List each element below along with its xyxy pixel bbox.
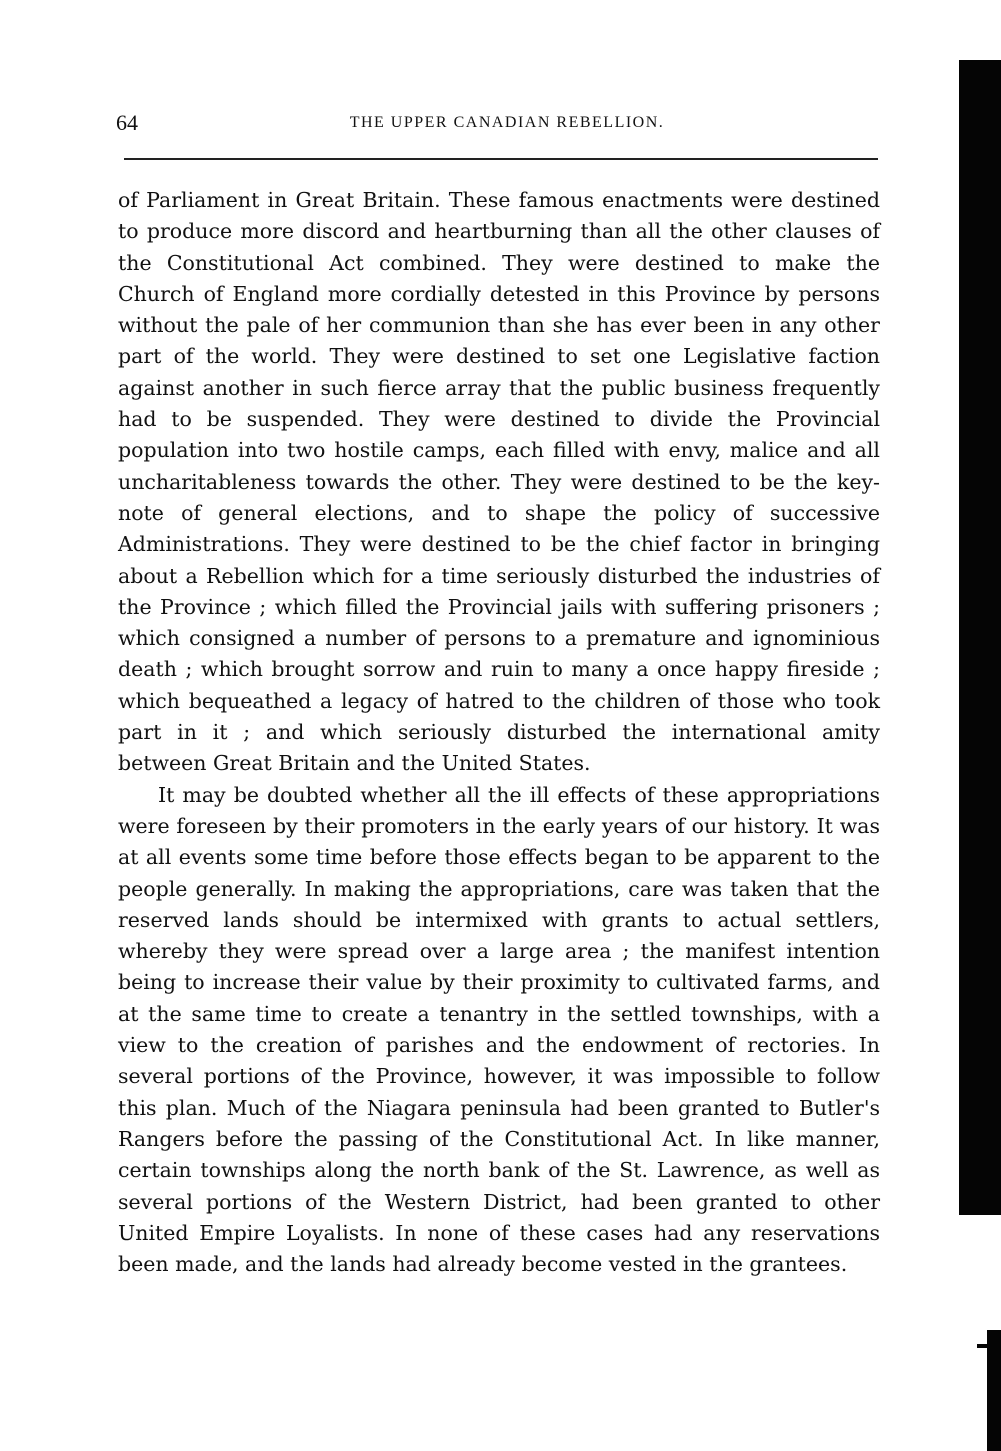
page-header (116, 110, 878, 144)
running-title: THE UPPER CANADIAN REBELLION. (349, 114, 665, 131)
scan-edge-shadow-lower (987, 1330, 1001, 1451)
paragraph: It may be doubted whether all the ill effects of these appropriations were foreseen by their promoters in the early years of our history. It was at all events some time before those effects began to be apparent to the people generally. In making the appropriations, care was taken that the reserved lands should be intermixed with grants to actual settlers, whereby they were spread over a large area ; the manifest intention being to increase their value by their proximity to cultivated farms, and at the same time to create a tenantry in the settled townships, with a view to the creation of parishes and the endowment of rectories. In several portions of the Province, however, it was impossible to follow this plan. Much of the Niagara peninsula had been granted to Butler's Rangers before the passing of the Constitutional Act. In like manner, certain townships along the north bank of the St. Lawrence, as well as several portions of the Western District, had been granted to other United Empire Loyalists. In none of these cases had any reservations been made, and the lands had already become vested in the grantees. (118, 782, 880, 1277)
paragraph-continued: of Parliament in Great Britain. These famous enactments were destined to produce more discord and heartburning than all the other clauses of the Constitutional Act combined. They were destined to make the Church of England more cordially detested in this Province by persons without the pale of her communion than she has ever been in any other part of the world. They were destined to set one Legislative faction against another in such fierce array that the public business frequently had to be suspended. They were destined to divide the Provincial population into two hostile camps, each filled with envy, malice and all uncharitableness towards the other. They were destined to be the key-note of general elections, and to shape the policy of successive Administrations. They were destined to be the chief factor in bringing about a Rebellion which for a time seriously disturbed the industries of the Province ; which filled the Provincial jails with suffering prisoners ; which consigned a number of persons to a premature and ignominious death ; which brought sorrow and ruin to many a once happy fireside ; which bequeathed a legacy of hatred to the children of those who took part in it ; and which seriously disturbed the international amity between Great Britain and the United States. (118, 188, 880, 776)
scan-edge-shadow (959, 60, 1001, 1215)
page-number: 64 (116, 110, 138, 135)
header-rule (124, 158, 878, 160)
body-text (118, 185, 880, 1280)
